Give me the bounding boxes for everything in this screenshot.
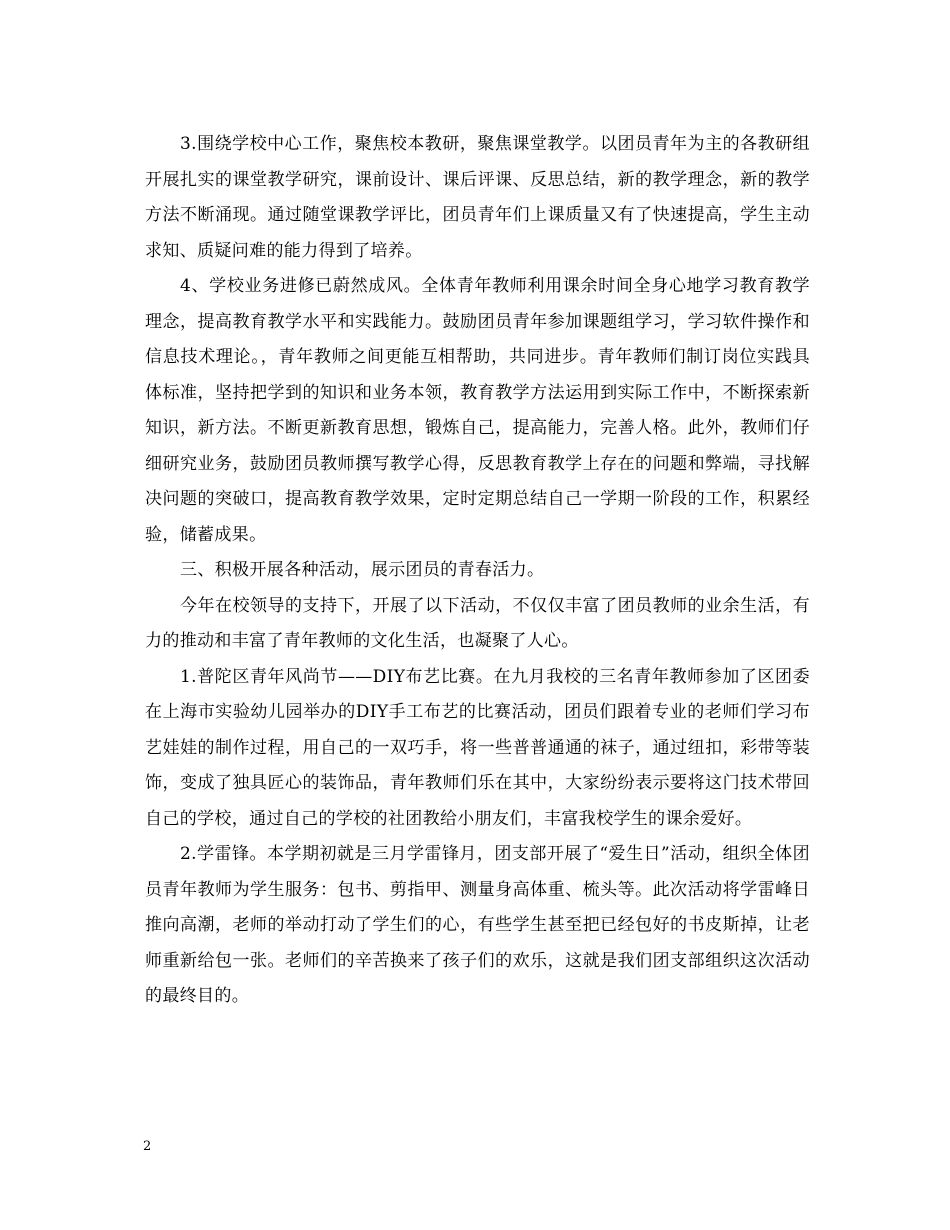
paragraph-learn-leifeng: 2.学雷锋。本学期初就是三月学雷锋月，团支部开展了“爱生日”活动，组织全体团员青年教师为学生服务：包书、剪指甲、测量身高体重、梳头等。此次活动将学雷峰日推向高潮，老师的举动打动了学生们的心，有些学生甚至把已经包好的书皮斯掉，让老师重新给包一张。老师们的辛苦换来了孩子们的欢乐，这就是我们团支部组织这次活动的最终目的。: [145, 844, 810, 1006]
paragraph-diy-contest: 1.普陀区青年风尚节——DIY布艺比赛。在九月我校的三名青年教师参加了区团委在上海市实验幼儿园举办的DIY手工布艺的比赛活动，团员们跟着专业的老师们学习布艺娃娃的制作过程，用自己的一双巧手，将一些普普通通的袜子，通过纽扣，彩带等装饰，变成了独具匠心的装饰品，青年教师们乐在其中，大家纷纷表示要将这门技术带回自己的学校，通过自己的学校的社团教给小朋友们，丰富我校学生的课余爱好。: [145, 666, 810, 829]
paragraph-activities-intro: 今年在校领导的支持下，开展了以下活动，不仅仅丰富了团员教师的业余生活，有力的推动和丰富了青年教师的文化生活，也凝聚了人心。: [145, 595, 810, 651]
paragraph-professional-study: 4、学校业务进修已蔚然成风。全体青年教师利用课余时间全身心地学习教育教学理念，提高教育教学水平和实践能力。鼓励团员青年参加课题组学习，学习软件操作和信息技术理论。，青年教师之间更能互相帮助，共同进步。青年教师们制订岗位实践具体标准，坚持把学到的知识和业务本领，教育教学方法运用到实际工作中，不断探索新知识，新方法。不断更新教育思想，锻炼自己，提高能力，完善人格。此外，教师们仔细研究业务，鼓励团员教师撰写教学心得，反思教育教学上存在的问题和弊端，寻找解决问题的突破口，提高教育教学效果，定时定期总结自己一学期一阶段的工作，积累经验，储蓄成果。: [145, 276, 810, 545]
section-heading-activities: 三、积极开展各种活动，展示团员的青春活力。: [180, 560, 545, 580]
page-number: 2: [143, 1139, 152, 1154]
paragraph-teaching-research: 3.围绕学校中心工作，聚焦校本教研，聚焦课堂教学。以团员青年为主的各教研组开展扎实的课堂教学研究，课前设计、课后评课、反思总结，新的教学理念，新的教学方法不断涌现。通过随堂课教学评比，团员青年们上课质量又有了快速提高，学生主动求知、质疑问难的能力得到了培养。: [145, 134, 810, 261]
document-body: [145, 127, 810, 1015]
